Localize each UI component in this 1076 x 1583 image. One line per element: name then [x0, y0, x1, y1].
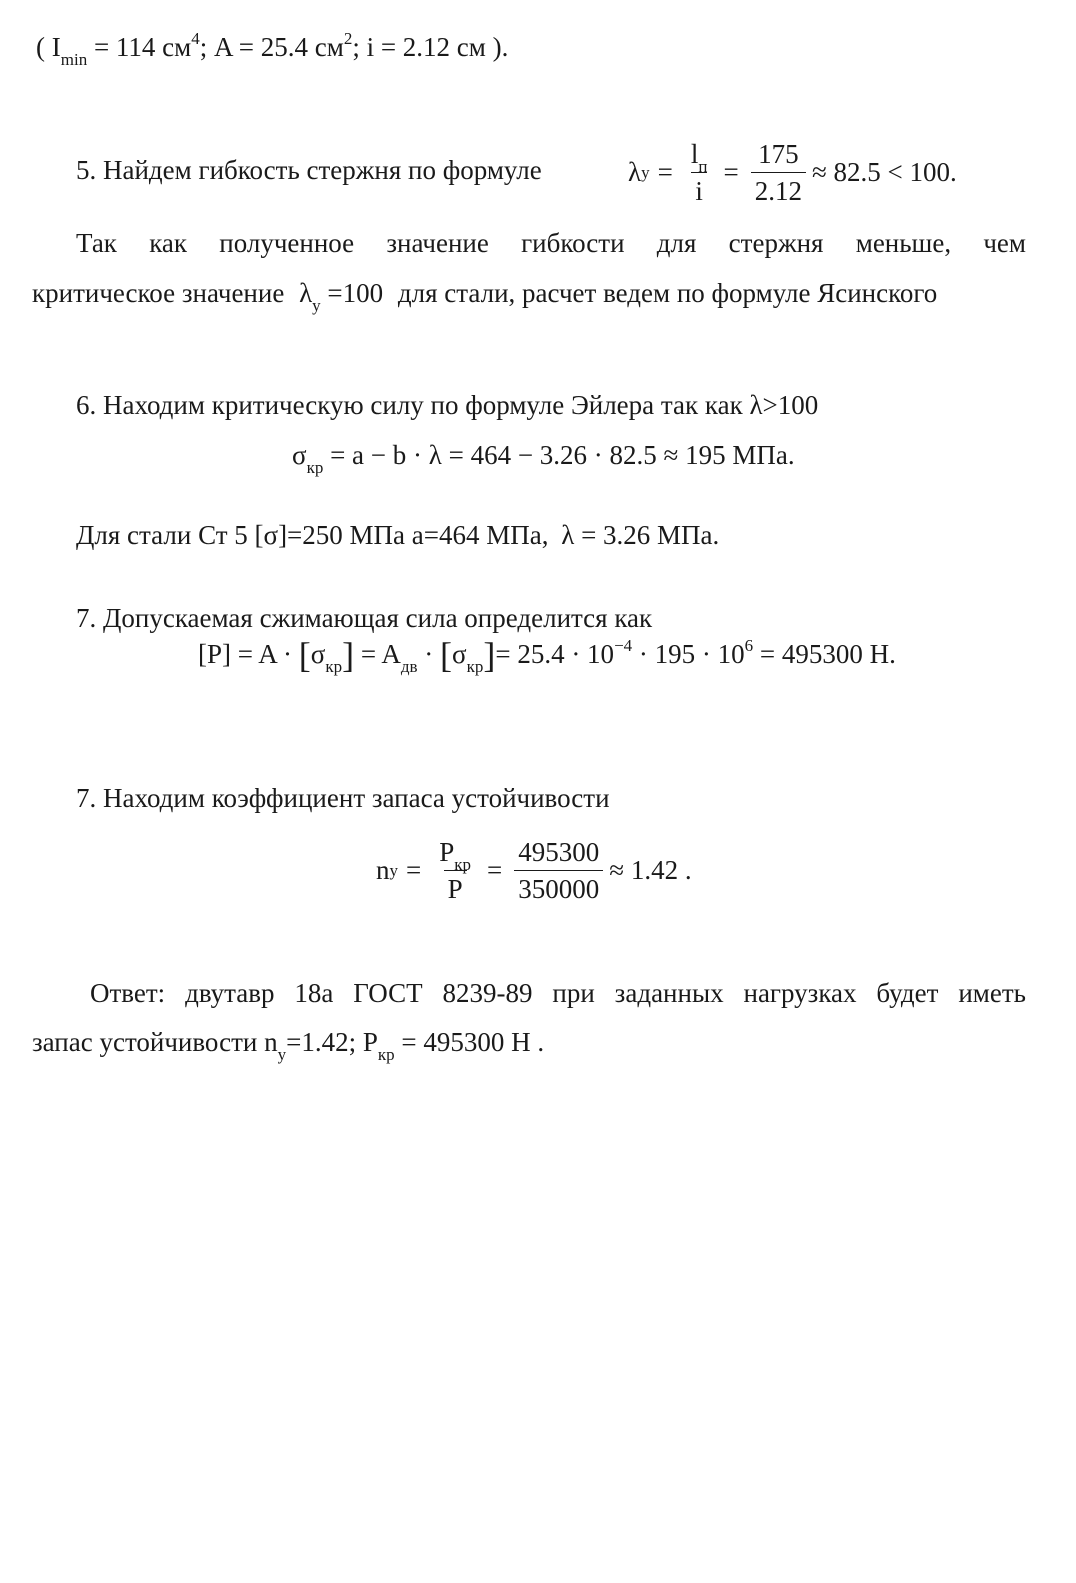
step7b-formula: n y = $\frac{P_{кр}}{P}$ = $\frac{495300}{350000}$ ≈ 1.42 .: [376, 834, 692, 907]
frac-den: 2.12: [751, 172, 806, 209]
bracket-open: [: [440, 635, 453, 675]
step7a-formula: [198, 635, 896, 676]
sigma-sub: кр: [466, 657, 484, 676]
lambda-value: =100: [320, 278, 384, 308]
answer-text-c: = 495300 Н .: [394, 1027, 545, 1057]
pow-4: 4: [191, 29, 200, 48]
lambda-expr: [299, 278, 384, 315]
sub-min: min: [60, 50, 88, 69]
p-sub: кр: [377, 1045, 395, 1064]
lambda-symbol: λ: [628, 157, 642, 187]
pow-2: 2: [343, 29, 353, 48]
frac-num: P: [439, 837, 455, 867]
sigma-sub: кр: [306, 458, 324, 477]
symbol-i: I: [51, 32, 61, 62]
step5-text: 5. Найдем гибкость стержня по формуле: [76, 155, 542, 185]
steel-text: Для стали Ст 5 [σ]=250 МПа a=464 МПа,: [76, 520, 549, 550]
answer-line2: [32, 1027, 545, 1064]
n-sub: y: [277, 1045, 287, 1064]
bracket-open: [: [298, 635, 311, 675]
a-sub: дв: [400, 657, 418, 676]
bracket-close: ]: [483, 635, 496, 675]
answer-line1: Ответ: двутавр 18а ГОСТ 8239-89 при заданных нагрузках будет иметь: [90, 978, 1026, 1008]
area-value: ; A = 25.4 см: [199, 32, 344, 62]
lambda-symbol: λ: [299, 278, 313, 308]
lambda-value: λ = 3.26 МПа.: [561, 520, 720, 550]
step6-formula: [292, 440, 795, 477]
frac-num: 495300: [518, 837, 600, 867]
pow-6: 6: [744, 636, 754, 655]
p-expr: [P] = A ·: [198, 639, 292, 669]
sigma-sub: кр: [325, 657, 343, 676]
step7a-text: 7. Допускаемая сжимающая сила определится как: [76, 603, 653, 633]
answer-text-b: =1.42; P: [286, 1027, 378, 1057]
equals: =: [657, 157, 673, 187]
calc-a: = 25.4 · 10: [495, 639, 615, 669]
equals: =: [487, 855, 503, 885]
fraction-values: [514, 834, 603, 907]
step5-formula: λ y = $\frac{l_п}{i}$ = $\frac{175}{2.12}$ ≈ 82.5 < 100.: [628, 136, 957, 209]
i-value: = 114 см: [87, 32, 192, 62]
dot: ·: [424, 639, 434, 669]
equals: =: [723, 157, 739, 187]
result: ≈ 1.42 .: [609, 855, 692, 885]
frac-den: P: [444, 870, 467, 907]
frac-num-sub: п: [698, 157, 708, 176]
sigma-symbol: σ: [310, 639, 326, 669]
top-line: [36, 29, 509, 69]
fraction-p: [435, 834, 475, 907]
step6-text: 6. Находим критическую силу по формуле Эйлера так как λ>100: [76, 390, 819, 420]
steel-line: [76, 520, 719, 551]
frac-den: 350000: [514, 870, 603, 907]
pow-minus4: −4: [614, 636, 633, 655]
frac-num: l: [690, 139, 699, 169]
equals-a: = A: [360, 639, 401, 669]
n-symbol: n: [376, 855, 390, 885]
para1-text-a: критическое значение: [32, 278, 285, 308]
answer-text-a: запас устойчивости n: [32, 1027, 278, 1057]
step7b-text: 7. Находим коэффициент запаса устойчивости: [76, 783, 610, 813]
bracket-close: ]: [342, 635, 355, 675]
fraction-l-i: [687, 136, 712, 209]
equals: =: [406, 855, 422, 885]
para1-line1: Так как полученное значение гибкости для стержня меньше, чем: [76, 228, 1026, 258]
lambda-sub: y: [312, 296, 321, 315]
frac-num: 175: [758, 139, 799, 169]
frac-num-sub: кр: [454, 855, 472, 874]
para1-line2: [32, 278, 938, 315]
sigma-symbol: σ: [452, 639, 467, 669]
sigma-symbol: σ: [292, 440, 307, 470]
frac-den: i: [691, 172, 707, 209]
fraction-values: [751, 136, 806, 209]
para1-text-b: для стали, расчет ведем по формуле Ясинского: [397, 278, 938, 308]
result: ≈ 82.5 < 100.: [811, 157, 957, 187]
calc-b: · 195 · 10: [632, 639, 745, 669]
sigma-formula: = a − b · λ = 464 − 3.26 · 82.5 ≈ 195 МПа.: [323, 440, 795, 470]
calc-result: = 495300 Н.: [753, 639, 896, 669]
open-paren: (: [36, 32, 45, 62]
radius-value: ; i = 2.12 см ).: [352, 32, 509, 62]
